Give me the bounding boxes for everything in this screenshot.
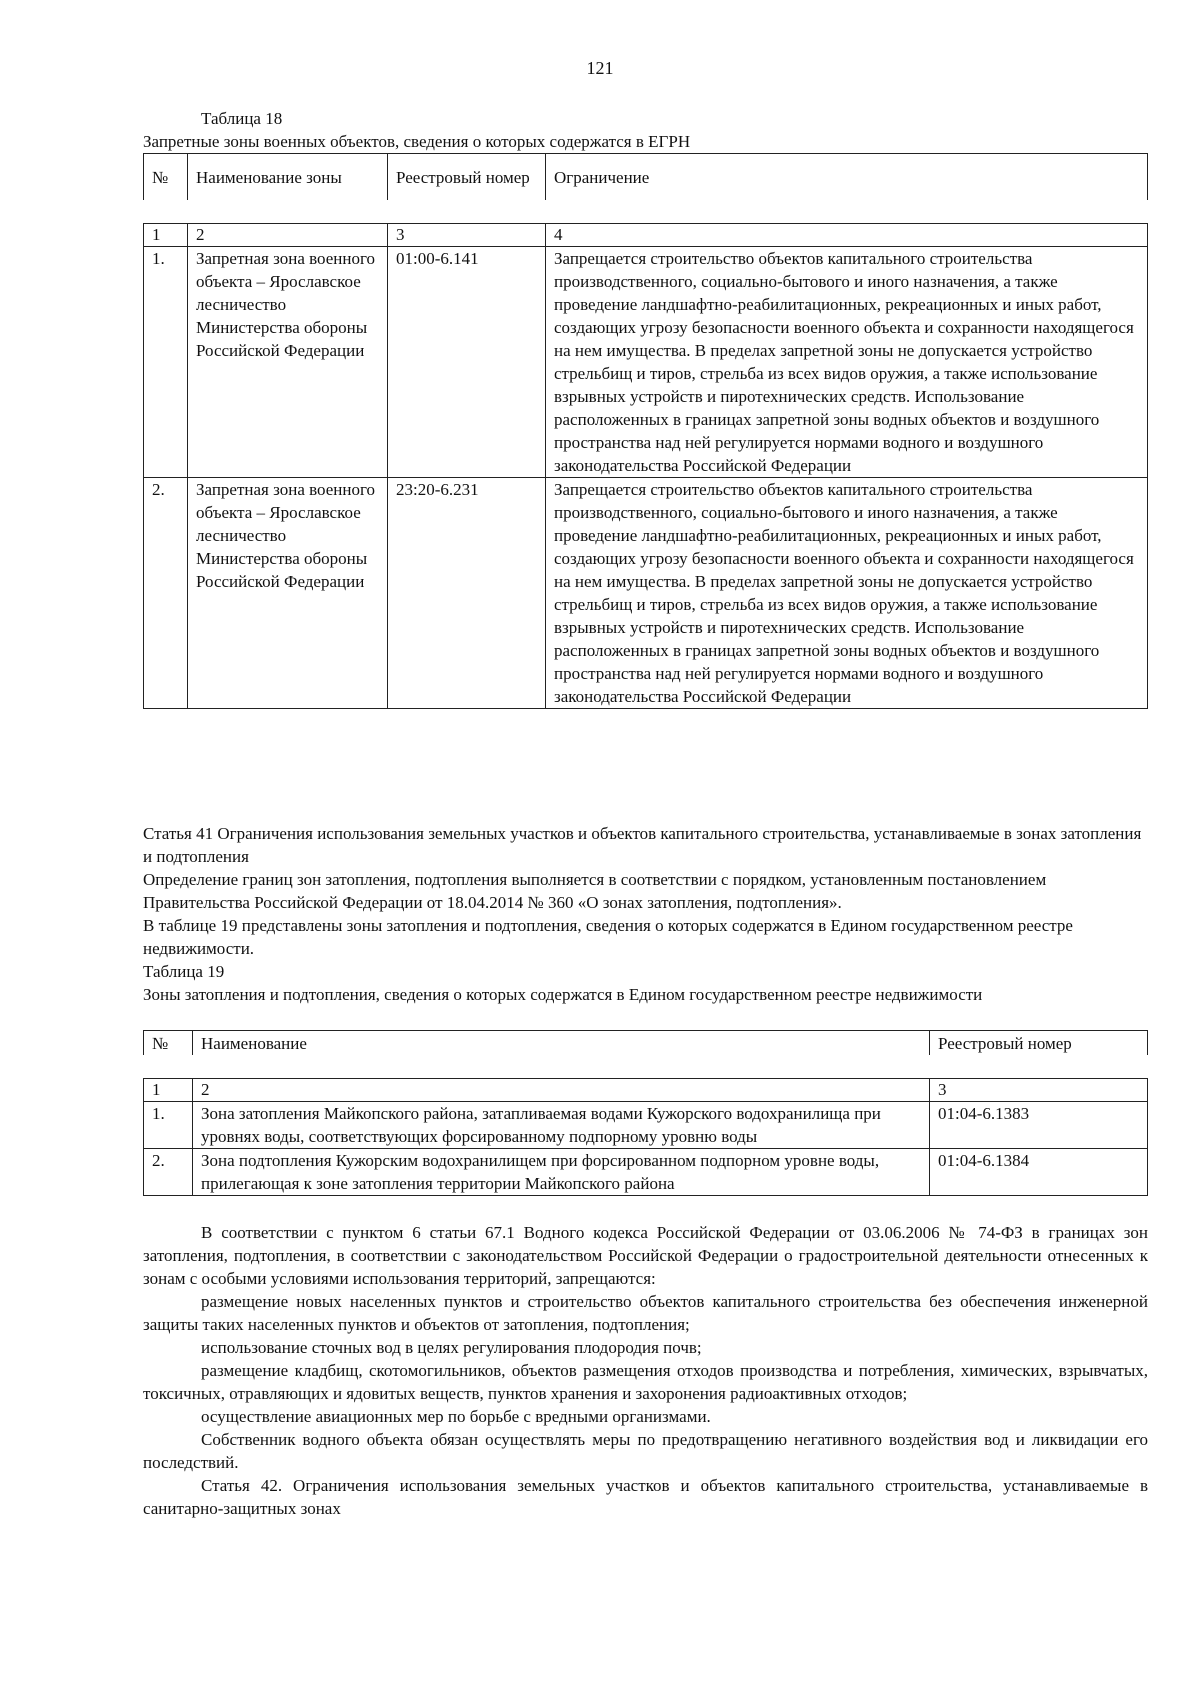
table19-title: Зоны затопления и подтопления, сведения о которых содержатся в Едином государственном реестре недвижимости (143, 985, 983, 1004)
table18-caption (143, 107, 1148, 153)
table19-colnum-1: 1 (144, 1079, 193, 1102)
table18-header-num: № (144, 154, 188, 201)
list-item: использование сточных вод в целях регулирования плодородия почв; (201, 1338, 702, 1357)
row-reg-number: 01:04-6.1383 (930, 1102, 1148, 1149)
table-row (144, 1149, 1148, 1196)
row-reg-number: 01:04-6.1384 (930, 1149, 1148, 1196)
table18-header-reg: Реестровый номер (388, 154, 546, 201)
table18-label: Таблица 18 (201, 109, 283, 128)
table19-colnum-row (144, 1079, 1148, 1102)
row-num: 2. (144, 478, 188, 709)
intro-paragraph: В соответствии с пунктом 6 статьи 67.1 Водного кодекса Российской Федерации от 03.06.2006 № 74-ФЗ в границах зон затопления, подтопления, в соответствии с законодательством Российской Федерации о градостроительной деятельности отнесенных к зонам с особыми условиями использования территорий, запрещаются: (143, 1223, 1148, 1288)
row-restriction: Запрещается строительство объектов капитального строительства производственного, социально-бытового и иного назначения, а также проведение ландшафтно-реабилитационных, рекреационных и иных работ, создающих угрозу безопасности военного объекта и сохранности находящегося на нем имущества. В пределах запретной зоны не допускается устройство стрельбищ и тиров, стрельба из всех видов оружия, а также использование взрывных устройств и пиротехнических средств. Использование расположенных в границах запретной зоны водных объектов и воздушного пространства над ней регулируется нормами водного и воздушного законодательства Российской Федерации (546, 478, 1148, 709)
list-item: осуществление авиационных мер по борьбе с вредными организмами. (201, 1407, 711, 1426)
row-num: 1. (144, 247, 188, 478)
owner-paragraph: Собственник водного объекта обязан осуществлять меры по предотвращению негативного воздействия вод и ликвидации его последствий. (143, 1430, 1148, 1472)
row-num: 1. (144, 1102, 193, 1149)
table18-header-row (144, 154, 1148, 201)
table19-colnum-2: 2 (193, 1079, 930, 1102)
article41-heading: Статья 41 Ограничения использования земельных участков и объектов капитального строительства, устанавливаемые в зонах затопления и подтопления (143, 824, 1142, 866)
row-reg-number: 23:20-6.231 (388, 478, 546, 709)
table18-header-restriction: Ограничение (546, 154, 1148, 201)
row-zone-name: Зона подтопления Кужорским водохранилищем при форсированном подпорном уровне воды, прилегающая к зоне затопления территории Майкопского района (193, 1149, 930, 1196)
table-row (144, 1102, 1148, 1149)
article42-heading: Статья 42. Ограничения использования земельных участков и объектов капитального строительства, устанавливаемые в санитарно-защитных зонах (143, 1476, 1148, 1518)
table18-colnum-2: 2 (188, 224, 388, 247)
table18-title: Запретные зоны военных объектов, сведения о которых содержатся в ЕГРН (143, 132, 691, 151)
article41-paragraph-1: Определение границ зон затопления, подтопления выполняется в соответствии с порядком, установленным постановлением Правительства Российской Федерации от 18.04.2014 № 360 «О зонах затопления, подтопления». (143, 870, 1047, 912)
table18-header-name: Наименование зоны (188, 154, 388, 201)
list-item: размещение кладбищ, скотомогильников, объектов размещения отходов производства и потребления, химических, взрывчатых, токсичных, отравляющих и ядовитых веществ, пунктов хранения и захоронения радиоактивных отходов; (143, 1361, 1148, 1403)
table19 (143, 1030, 1148, 1196)
table18-colnum-row (144, 224, 1148, 247)
row-zone-name: Зона затопления Майкопского района, затапливаемая водами Кужорского водохранилища при уровнях воды, соответствующих форсированному подпорному уровню воды (193, 1102, 930, 1149)
table-row (144, 247, 1148, 478)
row-zone-name: Запретная зона военного объекта – Ярославское лесничество Министерства обороны Российской Федерации (188, 247, 388, 478)
list-item: размещение новых населенных пунктов и строительство объектов капитального строительства без обеспечения инженерной защиты таких населенных пунктов и объектов от затопления, подтопления; (143, 1292, 1148, 1334)
table-row (144, 478, 1148, 709)
table18-colnum-4: 4 (546, 224, 1148, 247)
page-number: 121 (586, 58, 614, 78)
row-zone-name: Запретная зона военного объекта – Ярославское лесничество Министерства обороны Российской Федерации (188, 478, 388, 709)
article41-paragraph-2: В таблице 19 представлены зоны затопления и подтопления, сведения о которых содержатся в Едином государственном реестре недвижимости. (143, 916, 1073, 958)
row-num: 2. (144, 1149, 193, 1196)
table19-header-num: № (144, 1031, 193, 1056)
table19-colnum-3: 3 (930, 1079, 1148, 1102)
table19-header-reg: Реестровый номер (930, 1031, 1148, 1056)
row-restriction: Запрещается строительство объектов капитального строительства производственного, социально-бытового и иного назначения, а также проведение ландшафтно-реабилитационных, рекреационных и иных работ, создающих угрозу безопасности военного объекта и сохранности находящегося на нем имущества. В пределах запретной зоны не допускается устройство стрельбищ и тиров, стрельба из всех видов оружия, а также использование взрывных устройств и пиротехнических средств. Использование расположенных в границах запретной зоны водных объектов и воздушного пространства над ней регулируется нормами водного и воздушного законодательства Российской Федерации (546, 247, 1148, 478)
table18-colnum-1: 1 (144, 224, 188, 247)
table19-header-row (144, 1031, 1148, 1056)
row-reg-number: 01:00-6.141 (388, 247, 546, 478)
table19-header-name: Наименование (193, 1031, 930, 1056)
table18-colnum-3: 3 (388, 224, 546, 247)
article41-section (143, 822, 1148, 1006)
table18 (143, 153, 1148, 709)
body-text (143, 1221, 1148, 1520)
table19-label: Таблица 19 (143, 962, 225, 981)
